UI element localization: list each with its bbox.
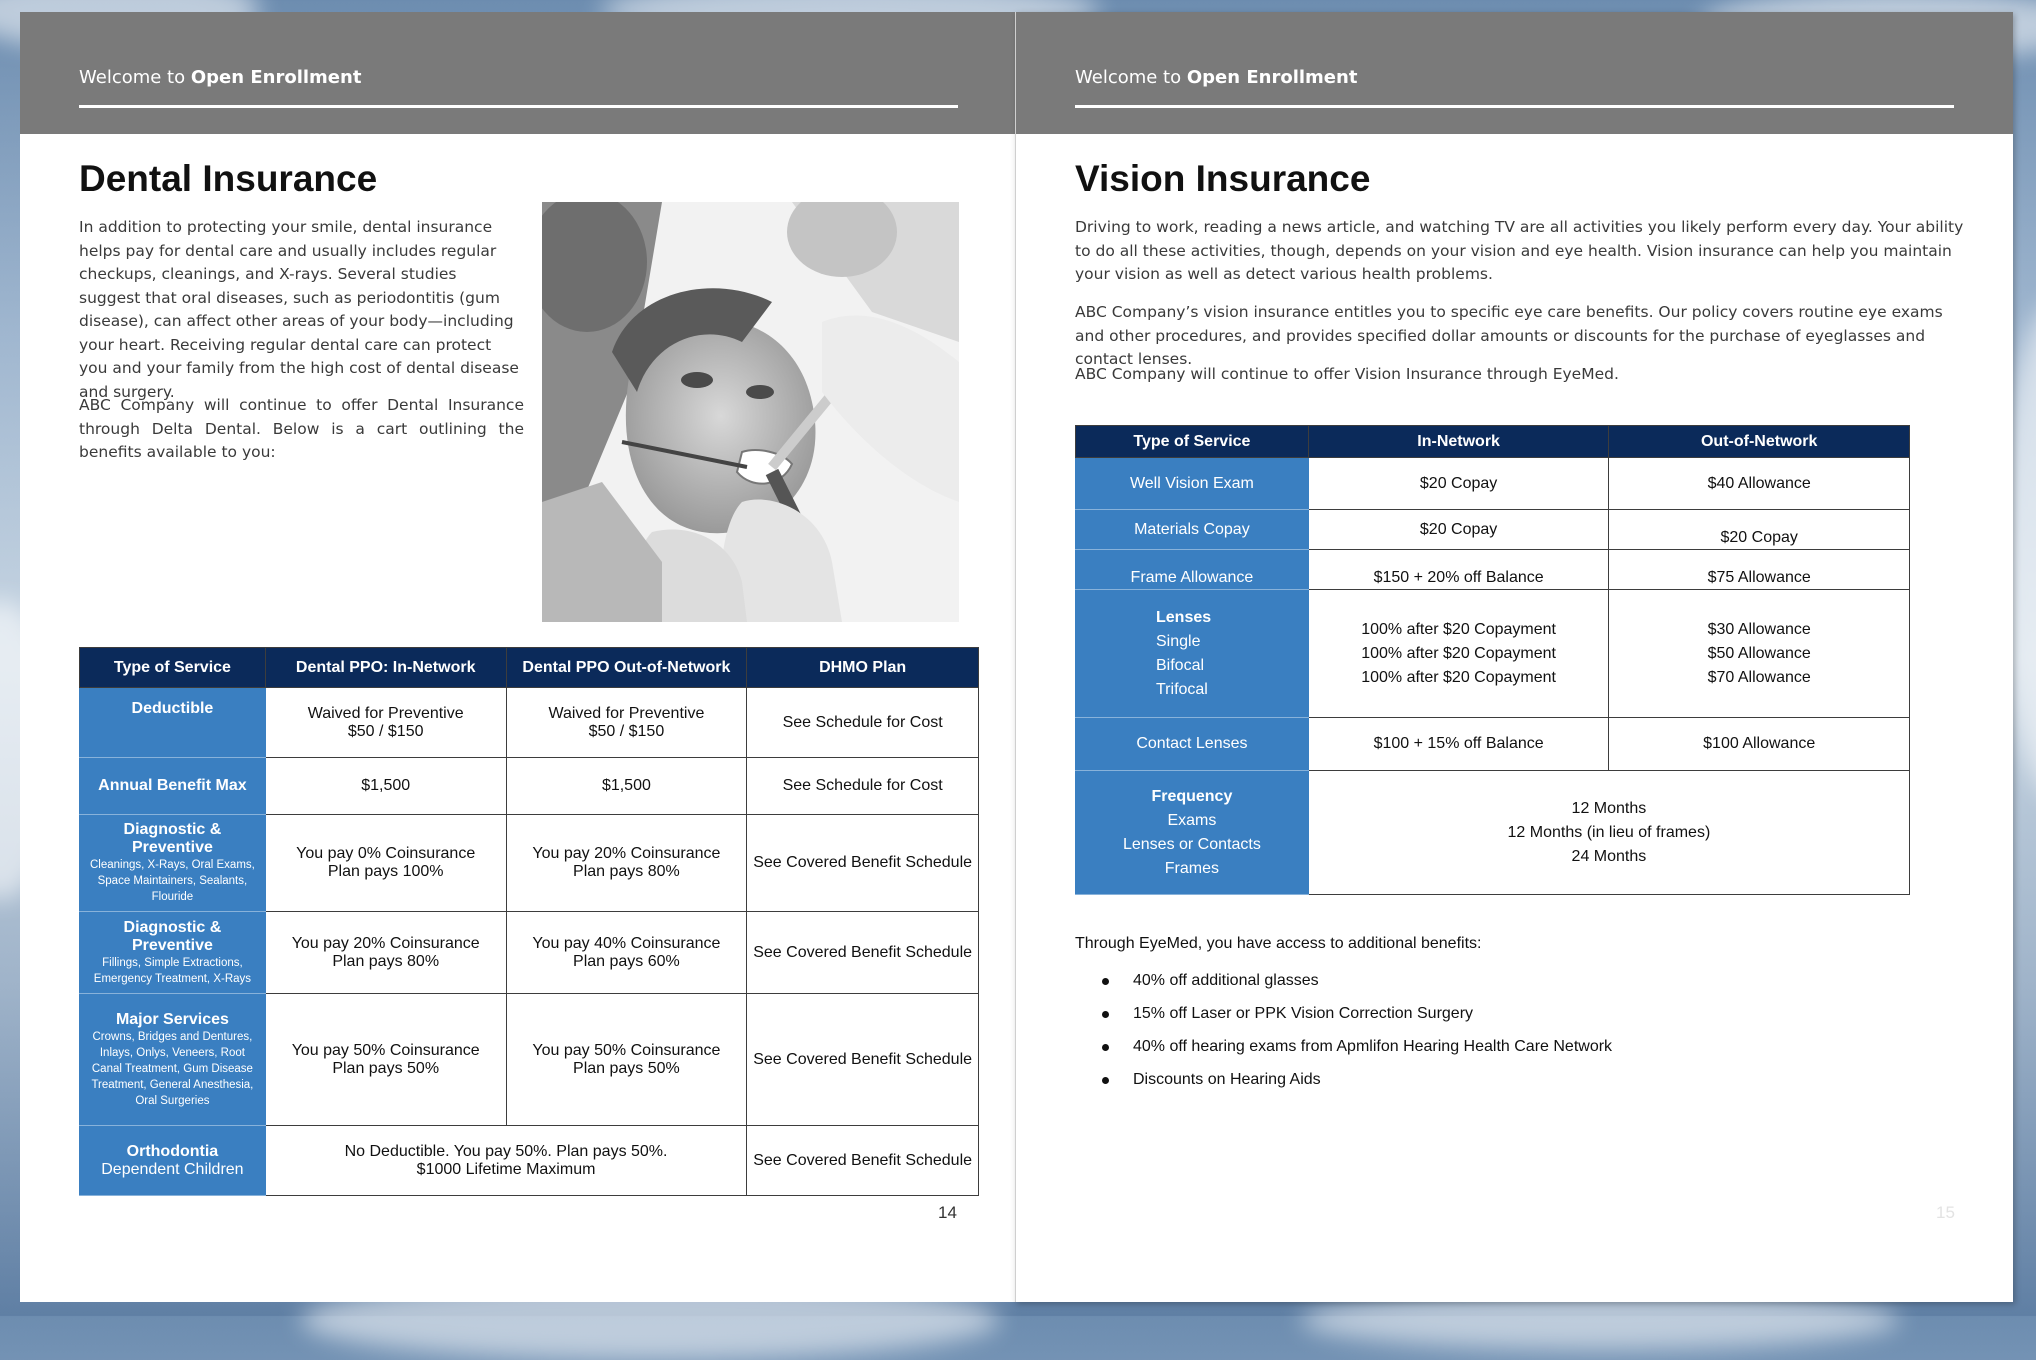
service-details: Crowns, Bridges and Dentures, Inlays, Onlys, Veneers, Root Canal Treatment, Gum Disease Treatment, General Anesthesia, Oral Surgeries	[91, 1030, 254, 1107]
dental-page	[20, 12, 1015, 1302]
vision-page	[1015, 12, 2013, 1302]
cell-value: Plan pays 50%	[332, 1059, 440, 1077]
cell-value: No Deductible. You pay 50%. Plan pays 50%.	[344, 1142, 668, 1160]
service-name: Major Services	[115, 1010, 229, 1028]
bullet-icon	[1102, 1044, 1109, 1051]
cell-value: You pay 50% Coinsurance	[291, 1041, 480, 1059]
lenses-title: Lenses	[1156, 608, 1212, 626]
header-welcome: Welcome to	[1075, 67, 1182, 88]
cell-value: You pay 40% Coinsurance	[532, 934, 721, 952]
cell-value: $100 Allowance	[1609, 718, 1910, 771]
header-text	[1075, 67, 1357, 88]
table-row	[80, 994, 979, 1126]
table-header: DHMO Plan	[747, 648, 979, 688]
service-name: Contact Lenses	[1076, 718, 1309, 771]
list-item	[1075, 1030, 1955, 1063]
benefit-text: 40% off hearing exams from Apmlifon Hearing Health Care Network	[1133, 1038, 1613, 1055]
cell-value: 100% after $20 Copayment	[1361, 644, 1556, 662]
cell-value: You pay 0% Coinsurance	[296, 845, 476, 862]
cell-value: 12 Months	[1571, 799, 1647, 817]
cell-value: You pay 20% Coinsurance	[532, 845, 721, 862]
page-number: 15	[1936, 1203, 1955, 1222]
header-rule	[1075, 105, 1954, 108]
cell-value: $20 Copay	[1308, 458, 1609, 510]
cell-value: Plan pays 100%	[327, 863, 444, 880]
table-row	[1076, 510, 1910, 550]
service-details: Cleanings, X-Rays, Oral Exams, Space Maintainers, Sealants, Flouride	[89, 859, 255, 903]
dental-intro: In addition to protecting your smile, dental insurance helps pay for dental care and usually includes regular checkups, cleanings, and X-rays. Several studies suggest that oral diseases, such as periodontitis (gum disease), can affect other areas of your body—including your heart. Receiving regular dental care can protect you and your family from the high cost of dental disease and surgery.	[79, 218, 519, 401]
frequency-item: Frames	[1164, 859, 1220, 877]
vision-paragraph-1: Driving to work, reading a news article, and watching TV are all activities you likely perform every day. Your ability to do all these activities, though, depends on your vision and eye health. Vision insurance can help you maintain your vision as well as detect various health problems.	[1075, 218, 1964, 283]
table-header: Out-of-Network	[1609, 426, 1910, 458]
cell-value: 100% after $20 Copayment	[1361, 620, 1556, 638]
table-header: Type of Service	[80, 648, 266, 688]
vision-paragraph-3: ABC Company will continue to offer Vision Insurance through EyeMed.	[1075, 365, 1619, 383]
benefit-text: 40% off additional glasses	[1133, 972, 1319, 989]
cell-value: $20 Copay	[1308, 510, 1609, 550]
table-row	[1076, 590, 1910, 718]
cell-value: $75 Allowance	[1609, 550, 1910, 590]
table-row	[80, 815, 979, 912]
table-header: Dental PPO Out-of-Network	[506, 648, 747, 688]
cell-value: 24 Months	[1571, 847, 1647, 865]
cell-value: You pay 50% Coinsurance	[532, 1041, 721, 1059]
benefits-intro: Through EyeMed, you have access to additional benefits:	[1075, 935, 1482, 952]
dental-benefits-table	[79, 647, 979, 1196]
cell-value: See Covered Benefit Schedule	[747, 1126, 979, 1196]
vision-benefits-table	[1075, 425, 1910, 895]
page-title: Dental Insurance	[79, 158, 378, 199]
cell-value: $50 Allowance	[1707, 644, 1811, 662]
bullet-icon	[1102, 978, 1109, 985]
cell-value: You pay 20% Coinsurance	[291, 934, 480, 952]
cell-value: Plan pays 50%	[573, 1059, 680, 1077]
page-header	[20, 12, 1015, 134]
cell-value: Waived for Preventive	[307, 704, 464, 722]
table-row	[1076, 718, 1910, 771]
service-name: Annual Benefit Max	[98, 777, 247, 794]
page-number: 14	[938, 1203, 957, 1222]
table-row	[1076, 458, 1910, 510]
lens-type: Trifocal	[1156, 680, 1208, 698]
cell-value: Plan pays 60%	[573, 952, 680, 970]
benefits-list	[1075, 964, 1955, 1096]
cell-value: $1,500	[506, 758, 747, 815]
cell-value: See Schedule for Cost	[747, 758, 979, 815]
page-title: Vision Insurance	[1075, 158, 1371, 199]
cell-value: See Covered Benefit Schedule	[747, 994, 979, 1126]
cell-value: $70 Allowance	[1707, 668, 1811, 686]
lens-type: Single	[1156, 632, 1201, 650]
service-details: Dependent Children	[101, 1160, 244, 1178]
service-name: Well Vision Exam	[1076, 458, 1309, 510]
cell-value: 12 Months (in lieu of frames)	[1507, 823, 1711, 841]
table-row	[1076, 771, 1910, 895]
dentist-photo	[542, 202, 959, 622]
service-name: Deductible	[131, 700, 214, 717]
service-name: Diagnostic & Preventive	[123, 821, 222, 856]
frequency-item: Lenses or Contacts	[1122, 835, 1261, 853]
cell-value: See Covered Benefit Schedule	[747, 815, 979, 912]
service-name: Frame Allowance	[1076, 550, 1309, 590]
vision-paragraph-2: ABC Company’s vision insurance entitles you to specific eye care benefits. Our policy covers routine eye exams and other procedures, and provides specified dollar amounts or discounts for the purchase of eyeglasses and contact lenses.	[1075, 303, 1943, 368]
page-header	[1016, 12, 2013, 134]
list-item	[1075, 1063, 1955, 1096]
cell-value: Plan pays 80%	[332, 952, 440, 970]
header-title: Open Enrollment	[190, 67, 362, 88]
bullet-icon	[1102, 1011, 1109, 1018]
header-title: Open Enrollment	[1186, 67, 1358, 88]
cell-value: $40 Allowance	[1609, 458, 1910, 510]
service-name: Materials Copay	[1076, 510, 1309, 550]
header-rule	[79, 105, 958, 108]
table-row	[1076, 550, 1910, 590]
header-text	[79, 67, 361, 88]
table-row	[80, 758, 979, 815]
frequency-item: Exams	[1167, 811, 1217, 829]
table-header: Type of Service	[1076, 426, 1309, 458]
cell-value: Plan pays 80%	[573, 863, 680, 880]
list-item	[1075, 997, 1955, 1030]
frequency-title: Frequency	[1151, 787, 1233, 805]
list-item	[1075, 964, 1955, 997]
cell-value: $1,500	[265, 758, 506, 815]
service-name: Diagnostic & Preventive	[123, 918, 222, 954]
dental-offer: ABC Company will continue to offer Dental Insurance through Delta Dental. Below is a cart outlining the benefits available to you:	[79, 396, 524, 461]
lens-type: Bifocal	[1156, 656, 1205, 674]
table-row	[80, 912, 979, 994]
table-header: In-Network	[1308, 426, 1609, 458]
cell-value: 100% after $20 Copayment	[1361, 668, 1556, 686]
benefit-text: Discounts on Hearing Aids	[1133, 1071, 1321, 1088]
table-row	[80, 688, 979, 758]
table-header: Dental PPO: In-Network	[265, 648, 506, 688]
bullet-icon	[1102, 1077, 1109, 1084]
header-welcome: Welcome to	[79, 67, 186, 88]
cell-value: $150 + 20% off Balance	[1308, 550, 1609, 590]
cell-value: See Covered Benefit Schedule	[747, 912, 979, 994]
benefit-text: 15% off Laser or PPK Vision Correction Surgery	[1133, 1005, 1474, 1022]
cell-value: $50 / $150	[347, 722, 424, 740]
service-name: Orthodontia	[126, 1142, 219, 1160]
cell-value: $50 / $150	[588, 722, 665, 740]
cell-value: $100 + 15% off Balance	[1308, 718, 1609, 771]
cell-value: $20 Copay	[1609, 510, 1910, 550]
cell-value: See Schedule for Cost	[747, 688, 979, 758]
cell-value: Waived for Preventive	[548, 704, 705, 722]
service-details: Fillings, Simple Extractions, Emergency Treatment, X-Rays	[93, 956, 252, 985]
cell-value: $30 Allowance	[1707, 620, 1811, 638]
table-row	[80, 1126, 979, 1196]
cell-value: $1000 Lifetime Maximum	[416, 1160, 596, 1178]
